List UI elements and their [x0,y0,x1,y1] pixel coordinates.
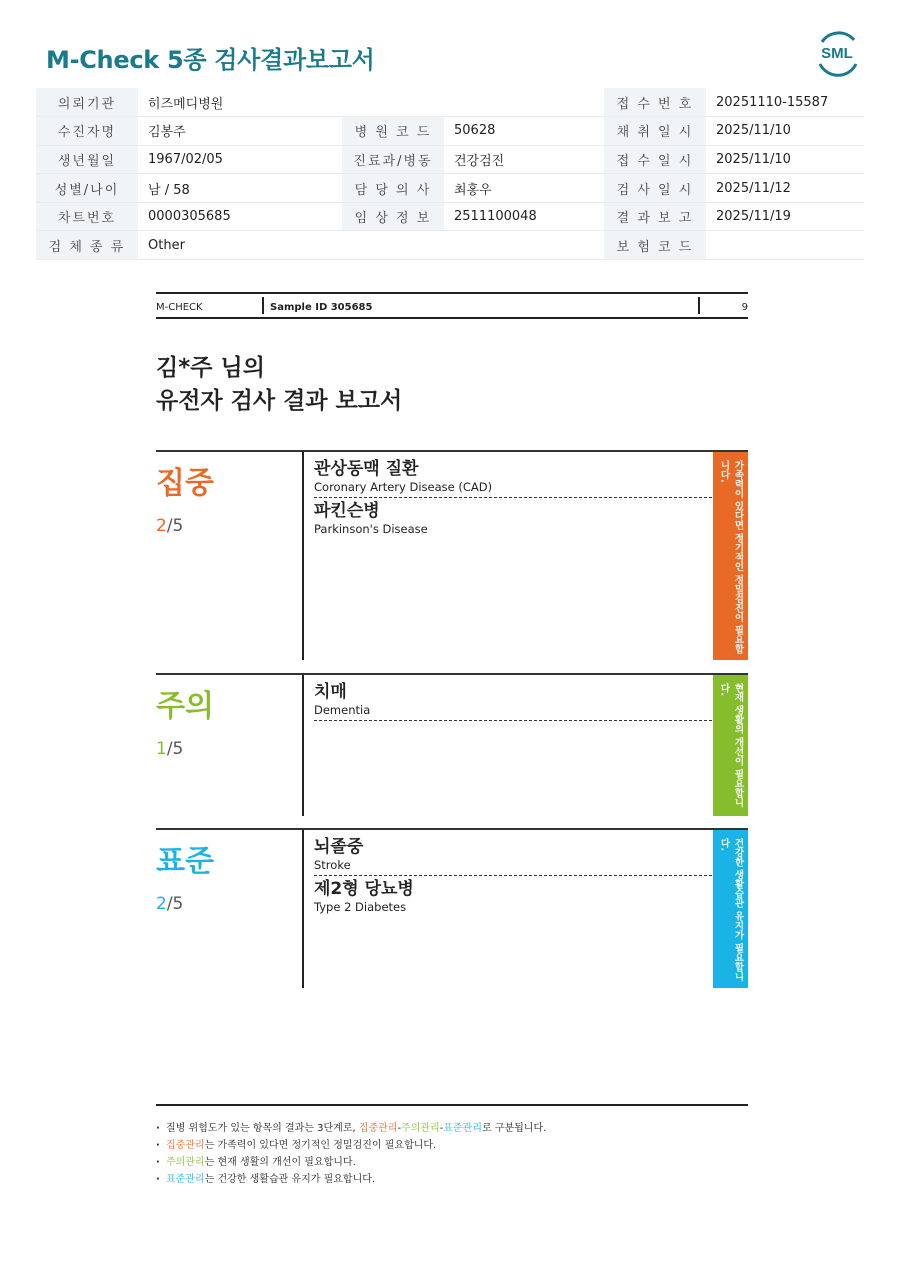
label-requesting-institution: 의뢰기관 [36,88,138,117]
label-birth-date: 생년월일 [36,145,138,174]
risk-count-number: 1 [156,739,167,759]
risk-count-total: /5 [166,516,184,536]
greeting-line-2: 유전자 검사 결과 보고서 [156,388,403,414]
page-number: 9 [698,297,748,314]
label-chart-number: 차트번호 [36,202,138,231]
value-department: 건강검진 [444,145,604,174]
label-test-date: 검 사 일 시 [604,174,706,203]
label-department: 진료과/병동 [342,145,444,174]
legend-notes [156,1104,748,1188]
report-brand: M-CHECK [156,302,203,313]
risk-advice-band: 가족력이 있다면 정기적인 정밀검진이 필요합니다. [713,452,748,660]
value-hospital-code: 50628 [444,117,604,146]
sml-logo [812,28,862,78]
greeting-line-1: 김*주 님의 [156,355,265,381]
note-text: 로 구분됩니다. [481,1123,547,1134]
risk-count-number: 2 [156,516,167,536]
note-text: 질병 위험도가 있는 항목의 결과는 3단계로, [166,1123,359,1134]
disease-name-ko: 뇌졸중 [314,837,364,857]
value-chart-number: 0000305685 [138,202,342,231]
disease-name-ko: 파킨슨병 [314,501,380,521]
section-divider [302,452,304,660]
note-separator: - [439,1123,444,1134]
label-receipt-date: 접 수 일 시 [604,145,706,174]
disease-item [314,456,712,498]
disease-name-ko: 제2형 당뇨병 [314,879,414,899]
value-doctor: 최홍우 [444,174,604,203]
patient-info-table [36,88,864,260]
label-clinical-info: 임 상 정 보 [342,202,444,231]
risk-count [156,894,183,914]
disease-item [314,876,712,917]
disease-name-en: Parkinson's Disease [314,522,428,536]
note-key-focus: 집중관리 [166,1140,205,1151]
risk-section-focus [156,450,748,660]
risk-count-total: /5 [166,739,184,759]
risk-level-label: 표준 [156,844,214,879]
note-separator: - [397,1123,402,1134]
risk-count-number: 2 [156,894,167,914]
disease-item [314,498,712,539]
value-requesting-institution: 히즈메디병원 [138,88,342,117]
svg-text:SML: SML [821,45,853,62]
note-key-standard: 표준관리 [166,1174,205,1185]
value-patient-name: 김봉주 [138,117,342,146]
disease-item [314,834,712,876]
disease-item [314,679,712,721]
value-clinical-info: 2511100048 [444,202,604,231]
value-report-date: 2025/11/19 [706,202,864,231]
label-receipt-number: 접 수 번 호 [604,88,706,117]
disease-name-ko: 관상동맥 질환 [314,459,419,479]
label-hospital-code: 병 원 코 드 [342,117,444,146]
disease-name-en: Coronary Artery Disease (CAD) [314,480,493,494]
section-divider [302,830,304,988]
info-row [36,117,864,146]
info-row [36,174,864,203]
risk-level-label: 집중 [156,466,214,501]
risk-section-caution [156,673,748,816]
value-specimen-type: Other [138,231,342,260]
note-text: 는 현재 생활의 개선이 필요합니다. [204,1157,356,1168]
note-line-1 [156,1120,748,1137]
section-divider [302,675,304,816]
page-title: M-Check 5종 검사결과보고서 [46,46,375,74]
disease-list [314,456,712,539]
note-line-2 [156,1137,748,1154]
value-collection-date: 2025/11/10 [706,117,864,146]
note-text: 는 건강한 생활습관 유지가 필요합니다. [204,1174,376,1185]
disease-name-en: Stroke [314,858,351,872]
value-test-date: 2025/11/12 [706,174,864,203]
label-report-date: 결 과 보 고 [604,202,706,231]
value-birth-date: 1967/02/05 [138,145,342,174]
info-row [36,88,864,117]
risk-count-total: /5 [166,894,184,914]
report-header-bar [156,292,748,319]
label-collection-date: 채 취 일 시 [604,117,706,146]
info-row [36,231,864,260]
note-key-caution: 주의관리 [401,1123,440,1134]
risk-level-label: 주의 [156,689,214,724]
note-key-caution: 주의관리 [166,1157,205,1168]
note-line-4 [156,1171,748,1188]
disease-list [314,834,712,917]
risk-advice-band: 건강한 생활습관 유지가 필요합니다. [713,830,748,988]
value-receipt-date: 2025/11/10 [706,145,864,174]
value-insurance-code [706,231,864,260]
label-doctor: 담 당 의 사 [342,174,444,203]
risk-count [156,739,183,759]
note-key-focus: 집중관리 [358,1123,398,1134]
label-insurance-code: 보 험 코 드 [604,231,706,260]
risk-count [156,516,183,536]
disease-name-en: Dementia [314,703,371,717]
value-receipt-number: 20251110-15587 [706,88,864,117]
label-specimen-type: 검 체 종 류 [36,231,138,260]
note-line-3 [156,1154,748,1171]
disease-name-ko: 치매 [314,682,347,702]
info-row [36,145,864,174]
report-greeting [156,352,402,418]
label-patient-name: 수진자명 [36,117,138,146]
note-key-standard: 표준관리 [443,1123,482,1134]
sample-id: Sample ID 305685 [262,297,372,314]
value-sex-age: 남 / 58 [138,174,342,203]
risk-section-standard [156,828,748,988]
info-row [36,202,864,231]
disease-list [314,679,712,721]
note-text: 는 가족력이 있다면 정기적인 정밀검진이 필요합니다. [204,1140,437,1151]
label-sex-age: 성별/나이 [36,174,138,203]
disease-name-en: Type 2 Diabetes [314,900,407,914]
risk-advice-band: 현재 생활의 개선이 필요합니다. [713,675,748,816]
